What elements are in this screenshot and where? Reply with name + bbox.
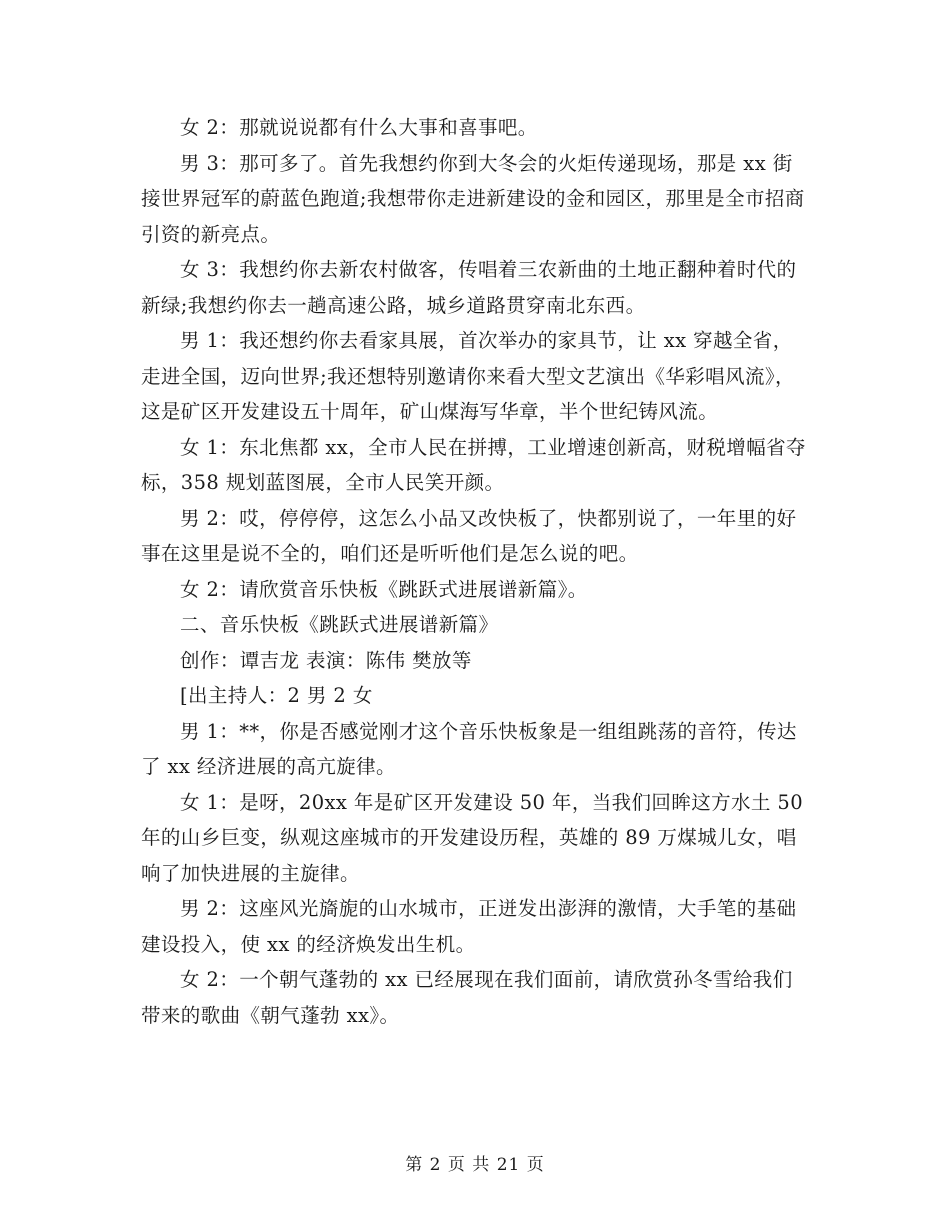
paragraph: 女 2：那就说说都有什么大事和喜事吧。	[180, 116, 538, 139]
paragraph: 女 2：一个朝气蓬勃的 xx 已经展现在我们面前，请欣赏孙冬雪给我们带来的歌曲《朝气蓬勃 xx》。	[141, 968, 793, 1027]
paragraph: 男 1：我还想约你去看家具展，首次举办的家具节，让 xx 穿越全省，走进全国，迈向世界;我还想特别邀请你来看大型文艺演出《华彩唱风流》，这是矿区开发建设五十周年，矿山煤海写华章，半个世纪铸风流。	[141, 329, 795, 423]
section-heading: 二、音乐快板《跳跃式进展谱新篇》	[180, 613, 499, 636]
page-number-footer: 第 2 页 共 21 页	[405, 1155, 545, 1175]
paragraph: 男 2：哎，停停停，这怎么小品又改快板了，快都别说了，一年里的好事在这里是说不全的，咱们还是听听他们是怎么说的吧。	[141, 506, 797, 565]
paragraph: 男 1：**，你是否感觉刚才这个音乐快板象是一组组跳荡的音符，传达了 xx 经济进展的高亢旋律。	[141, 719, 797, 778]
credits-line: 创作：谭吉龙 表演：陈伟 樊放等	[180, 648, 472, 672]
paragraph: 女 1：东北焦都 xx，全市人民在拼搏，工业增速创新高，财税增幅省夺标，358 规划蓝图展，全市人民笑开颜。	[141, 435, 806, 494]
paragraph: 男 2：这座风光旖旎的山水城市，正迸发出澎湃的激情，大手笔的基础建设投入，使 xx 的经济焕发出生机。	[141, 897, 797, 956]
paragraph: 女 2：请欣赏音乐快板《跳跃式进展谱新篇》。	[180, 577, 588, 601]
paragraph: 女 1：是呀，20xx 年是矿区开发建设 50 年，当我们回眸这方水土 50 年的山乡巨变，纵观这座城市的开发建设历程，英雄的 89 万煤城儿女，唱响了加快进展的主旋律。	[141, 790, 804, 885]
paragraph: 男 3：那可多了。首先我想约你到大冬会的火炬传递现场，那是 xx 街接世界冠军的蔚蓝色跑道;我想带你走进新建设的金和园区，那里是全市招商引资的新亮点。	[141, 151, 805, 246]
stage-direction: [出主持人：2 男 2 女	[180, 684, 373, 707]
document-body	[141, 110, 811, 1033]
paragraph: 女 3：我想约你去新农村做客，传唱着三农新曲的土地正翻种着时代的新绿;我想约你去一趟高速公路，城乡道路贯穿南北东西。	[141, 258, 797, 317]
